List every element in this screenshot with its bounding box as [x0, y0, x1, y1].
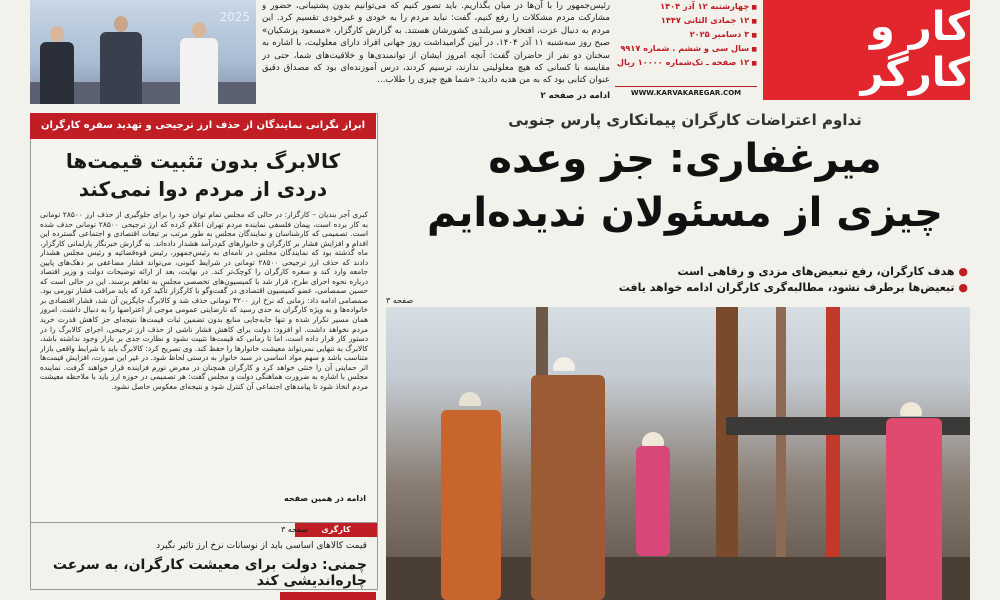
- issue-info: [615, 0, 757, 86]
- screen-text: 2025: [219, 10, 250, 24]
- newspaper-logo: کار و کارگر: [763, 0, 970, 100]
- person-3: [180, 38, 218, 104]
- bottom-story-page: صفحه ۳: [281, 525, 309, 534]
- masthead: [615, 0, 970, 100]
- issue-date: ■ چهارشنبه ۱۲ آذر ۱۴۰۴: [615, 0, 757, 14]
- person-1: [40, 42, 74, 104]
- subpoint-item: ● تبعیض‌ها برطرف نشود، مطالبه‌گری کارگران ادامه خواهد یافت: [618, 281, 968, 294]
- issue-number: ■ سال سی و ششم . شماره ۹۹۱۷: [615, 42, 757, 56]
- top-article-body: رئیس‌جمهور را با آن‌ها در میان بگذاریم. باید تصور کنیم که می‌توانیم بدون پشتیبانی، حضور و مشارکت مردم مشکلات را رفع کنیم، گفت: نباید مردم را به خودی و غیرخودی تقسیم کرد. این مردم به دنبال عزت، افتخار و سربلندی کشورشان هستند. به گزارش کارگزار، «مسعود پزشکیان» صبح روز سه‌شنبه ۱۱ آذر ۱۴۰۴، در آیین گرامیداشت روز جهانی افراد دارای معلولیت، با اشاره به سخنان دو نفر از حاضران گفت: آنچه امروز ایشان از توانمندی‌ها و خلاقیت‌های شما، حتی در مقایسه با کسانی که هیچ معلولیتی ندارند، ترسیم کردند، درس آموزنده‌ای بود که مصداق دقیق عنوان کتابی بود که به من هدیه دادید: «شما هیچ چیزی را طلاب...: [262, 1, 610, 86]
- subpoint-item: ● هدف کارگران، رفع تبعیض‌های مزدی و رفاهی است: [677, 265, 968, 278]
- top-article-more-link[interactable]: ادامه در صفحه ۲: [540, 90, 610, 101]
- site-url[interactable]: WWW.KARVAKAREGAR.COM: [615, 86, 757, 101]
- person-2: [100, 32, 142, 104]
- main-page-ref: صفحه ۳: [386, 296, 414, 305]
- top-article: [262, 0, 610, 104]
- issue-price: ■ ۱۲ صفحه ـ تک‌شماره ۱۰۰۰۰ ریال: [615, 56, 757, 70]
- left-headline-line2: دردی از مردم دوا نمی‌کند: [78, 177, 328, 201]
- top-news-photo: [30, 0, 256, 104]
- main-headline: [400, 132, 970, 240]
- bottom-story: [30, 522, 378, 590]
- left-headline-line1: کالابرگ بدون تثبیت قیمت‌ها: [65, 149, 341, 173]
- main-headline-line2: چیزی از مسئولان ندیده‌ایم: [427, 190, 943, 236]
- bottom-accent-strip: [280, 592, 376, 600]
- main-subpoints: [400, 264, 968, 296]
- left-story-more-link[interactable]: ادامه در همین صفحه: [284, 494, 366, 503]
- left-story-headline: [40, 147, 366, 203]
- left-story-kicker: ابراز نگرانی نمایندگان از حذف ارز ترجیحی و تهدید سفره کارگران: [30, 113, 376, 139]
- main-headline-line1: میرغفاری: جز وعده: [488, 136, 882, 182]
- main-news-photo: [386, 307, 970, 600]
- issue-hijri-date: ■ ۱۲ جمادی الثانی ۱۴۴۷: [615, 14, 757, 28]
- bottom-story-tag: کارگری: [295, 523, 377, 537]
- main-kicker: تداوم اعتراضات کارگران پیمانکاری پارس جنوبی: [508, 111, 862, 129]
- bottom-story-headline[interactable]: چمنی: دولت برای معیشت کارگران، به سرعت چاره‌اندیشی کند: [52, 557, 367, 589]
- bottom-story-subtitle: قیمت کالاهای اساسی باید از نوسانات نرخ ارز تاثیر نگیرد: [156, 541, 367, 551]
- left-story-body: کبری آجر بندیان – کارگزار: در حالی که مجلس تمام توان خود را برای جلوگیری از حذف ارز ۲۸۵۰۰ تومانی به کار برده است، پیمان فلسفی نماینده مردم تهران اعلام کرده که ارز ترجیحی ۲۸۵۰۰ تومانی حذف شده است. تصمیمی که کارشناسان و نمایندگان مجلس به طور مرتب بر تبعات اقتصادی و اجتماعی گسترده این اقدام و افزایش فشار بر کارگران و خانوارهای کم‌درآمد هشدار داده‌اند. به گزارش خبرنگار پارلمانی کارگزار، ماه گذشته بود که نمایندگان مجلس در نامه‌ای به رئیس‌جمهور، رئیس قوه‌قضائیه و رئیس مجلس هشدار دادند که حذف ارز ترجیحی ۲۸۵۰۰ تومانی در شرایط کنونی، می‌تواند فشار مضاعفی بر دهک‌های پایین جامعه وارد کند و سفره کارگران را کوچک‌تر کند. در نهایت، بعد از ارائه توضیحات دولت و وزیر اقتصاد درباره نحوه اجرای طرح، قرار شد با کمیسیون‌های تخصصی مجلس به تفاهم برسند. این در حالی است که حسین صمصامی، عضو کمیسیون اقتصادی در گفت‌وگو با کارگزار تأکید کرد که باید مراقب فشار تورمی بود. صمصامی ادامه داد: زمانی که نرخ ارز ۴۲۰۰ تومانی حذف شد و کالابرگ جایگزین آن شد، فشار اقتصادی بر خانواده‌ها و به ویژه کارگران به حدی رسید که نارضایتی عمومی موجی از اعتراضها را به دنبال داشت. امروز همان مسیر تکرار شده و تنها جابه‌جایی منابع بدون تضمین ثبات قیمت‌ها نتیجه‌ای جز کاهش قدرت خرید مردم نخواهد داشت. او افزود: دولت برای کاهش فشار ناشی از حذف ارز ترجیحی، اجرای کالابرگ را در دستور کار قرار داده است، اما تا زمانی که قیمت‌ها تثبیت نشود و نظارت جدی بر بازار وجود نداشته باشد، کالابرگ به تنهایی نمی‌تواند معیشت خانوارها را حفظ کند. وی تصریح کرد: کالابرگ باید با شرایط واقعی بازار متناسب باشد و سهم مواد اساسی در سبد خانوار به درستی لحاظ شود. در غیر این صورت، افزایش قیمت‌ها اثر حمایتی آن را خنثی خواهد کرد و کارگران همچنان در معرض تورم فزاینده قرار خواهند گرفت. نماینده مجلس با اشاره به ضرورت هماهنگی دولت و مجلس گفت: هر تصمیمی در حوزه ارز باید با ملاحظه معیشت مردم اتخاذ شود تا پیامدهای اجتماعی آن کنترل شود و نتیجه‌ای معکوس حاصل نشود.: [40, 210, 368, 391]
- issue-gregorian-date: ■ ۳ دسامبر ۲۰۲۵: [615, 28, 757, 42]
